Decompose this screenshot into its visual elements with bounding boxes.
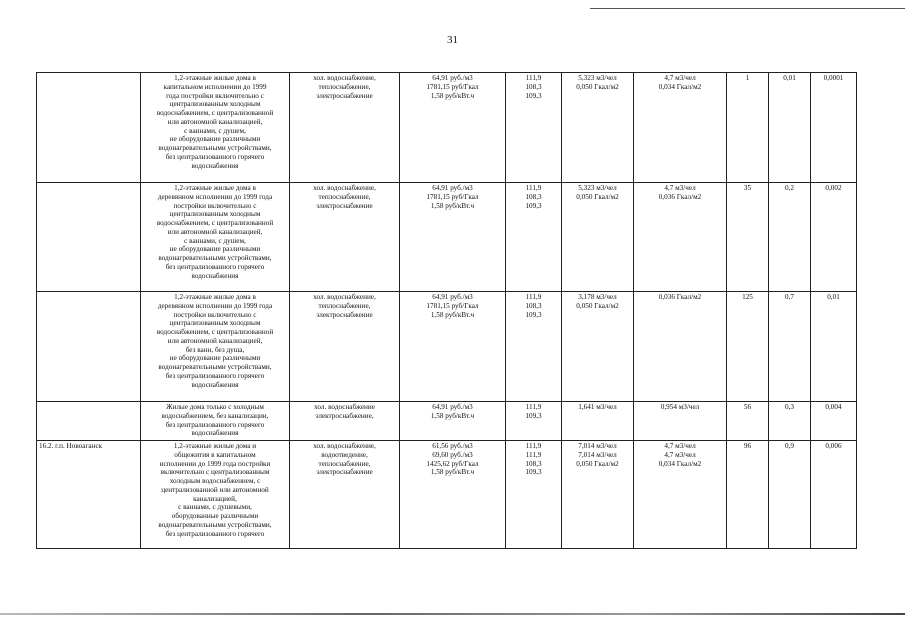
housing-type-cell-line: централизованной или автономной bbox=[161, 485, 269, 494]
utility-services-cell-line: хол. водоснабжение, bbox=[313, 293, 376, 301]
housing-type-cell-line: исполнении до 1999 года постройки bbox=[159, 459, 271, 468]
housing-type-cell-line: водоснабжением, с централизованной bbox=[156, 219, 274, 228]
tariff-cell-line: 1781,15 руб/Гкал bbox=[426, 192, 479, 201]
housing-type-cell-line: деревянном исполнении до 1999 года bbox=[157, 192, 273, 201]
index-cell bbox=[506, 183, 562, 292]
housing-type-cell-line: без централизованного горячего bbox=[165, 263, 265, 272]
consumption-norm-alt-cell-line: 0,036 Гкал/м2 bbox=[658, 192, 702, 201]
table-row bbox=[37, 441, 857, 549]
housing-type-cell bbox=[141, 402, 290, 441]
housing-type-cell-line: оборудованные различными bbox=[171, 512, 259, 521]
tariff-cell-line: 64,91 руб./м3 bbox=[432, 403, 473, 411]
housing-type-cell-line: централизованным холодным bbox=[169, 319, 261, 328]
table-row bbox=[37, 183, 857, 292]
value-cell: 0,9 bbox=[769, 441, 811, 549]
housing-type-cell-line: водоснабжением, без канализации, bbox=[161, 411, 269, 420]
index-cell-line: 108,3 bbox=[525, 192, 542, 201]
scan-edge-top bbox=[590, 8, 905, 9]
index-cell bbox=[506, 402, 562, 441]
housing-type-cell bbox=[141, 73, 290, 183]
tariff-cell bbox=[400, 292, 506, 402]
tariff-cell bbox=[400, 73, 506, 183]
utility-services-cell-line: хол. водоснабжение, bbox=[313, 184, 376, 192]
housing-type-cell-line: или автономной канализацией, bbox=[167, 336, 263, 345]
tariff-table bbox=[36, 72, 857, 549]
housing-type-cell-line: водонагревательными устройствами, bbox=[158, 363, 272, 372]
housing-type-cell-line: без централизованного горячего bbox=[165, 529, 265, 538]
page-number: 31 bbox=[447, 34, 458, 46]
value-cell: 0,01 bbox=[811, 292, 857, 402]
housing-type-cell-line: водонагревательными устройствами, bbox=[158, 144, 272, 153]
housing-type-cell-line: включительно с централизованным bbox=[160, 468, 270, 477]
utility-services-cell bbox=[290, 73, 400, 183]
index-cell bbox=[506, 73, 562, 183]
settlement-cell bbox=[37, 292, 141, 402]
housing-type-cell-line: 1,2-этажные жилые дома в bbox=[174, 74, 256, 82]
utility-services-cell bbox=[290, 292, 400, 402]
housing-type-cell-line: без централизованного горячего bbox=[165, 153, 265, 162]
consumption-norm-alt-cell bbox=[634, 292, 727, 402]
value-cell: 1 bbox=[727, 73, 769, 183]
housing-type-cell-line: 1,2-этажные жилые дома в bbox=[174, 184, 256, 192]
value-cell: 125 bbox=[727, 292, 769, 402]
value-cell: 0,01 bbox=[769, 73, 811, 183]
housing-type-cell-line: общежития в капитальном bbox=[174, 450, 256, 459]
index-cell-line: 109,3 bbox=[525, 411, 542, 420]
housing-type-cell-line: водоснабжением, с централизованной bbox=[156, 109, 274, 118]
index-cell-line: 108,3 bbox=[525, 82, 542, 91]
housing-type-cell-line: года постройки включительно с bbox=[166, 91, 264, 100]
tariff-cell-line: 64,91 руб./м3 bbox=[432, 293, 473, 301]
housing-type-cell-line: без централизованного горячего bbox=[165, 420, 265, 429]
housing-type-cell-line: без ванн, без душа, bbox=[185, 345, 245, 354]
index-cell-line: 109,3 bbox=[525, 201, 542, 210]
utility-services-cell-line: теплоснабжение, bbox=[318, 82, 371, 91]
index-cell bbox=[506, 441, 562, 549]
consumption-norm-alt-cell-line: 0,034 Гкал/м2 bbox=[658, 459, 702, 468]
housing-type-cell-line: Жилые дома только с холодным bbox=[166, 403, 264, 411]
housing-type-cell-line: водоснабжением, с централизованной bbox=[156, 328, 274, 337]
housing-type-cell-line: централизованным холодным bbox=[169, 100, 261, 109]
settlement-cell bbox=[37, 183, 141, 292]
value-cell: 0,002 bbox=[811, 183, 857, 292]
utility-services-cell-line: хол. водоснабжение, bbox=[313, 74, 376, 82]
utility-services-cell-line: электроснабжение bbox=[316, 91, 373, 100]
consumption-norm-cell bbox=[562, 402, 634, 441]
value-cell: 0,2 bbox=[769, 183, 811, 292]
value-cell: 35 bbox=[727, 183, 769, 292]
housing-type-cell-line: постройки включительно с bbox=[173, 201, 257, 210]
index-cell-line: 108,3 bbox=[525, 301, 542, 310]
consumption-norm-alt-cell-line: 4,7 м3/чел bbox=[664, 450, 696, 459]
index-cell-line: 111,9 bbox=[525, 293, 542, 301]
settlement-cell: 16.2. г.п. Новоаганск bbox=[37, 441, 141, 549]
consumption-norm-alt-cell bbox=[634, 402, 727, 441]
index-cell-line: 108,3 bbox=[525, 459, 542, 468]
tariff-cell-line: 1425,62 руб/Гкал bbox=[426, 459, 479, 468]
consumption-norm-alt-cell-line: 0,954 м3/чел bbox=[660, 403, 700, 411]
housing-type-cell-line: без централизованного горячего bbox=[165, 372, 265, 381]
index-cell-line: 109,3 bbox=[525, 91, 542, 100]
housing-type-cell bbox=[141, 292, 290, 402]
housing-type-cell-line: водонагревательными устройствами, bbox=[158, 521, 272, 530]
tariff-cell-line: 64,91 руб./м3 bbox=[432, 184, 473, 192]
index-cell-line: 109,3 bbox=[525, 310, 542, 319]
consumption-norm-alt-cell-line: 4,7 м3/чел bbox=[664, 184, 696, 192]
housing-type-cell-line: деревянном исполнении до 1999 года bbox=[157, 301, 273, 310]
tariff-cell-line: 64,91 руб./м3 bbox=[432, 74, 473, 82]
consumption-norm-cell-line: 1,641 м3/чел bbox=[578, 403, 617, 411]
consumption-norm-alt-cell bbox=[634, 441, 727, 549]
tariff-cell-line: 1,58 руб/кВт.ч bbox=[430, 310, 475, 319]
tariff-cell-line: 1,58 руб/кВт.ч bbox=[430, 201, 475, 210]
settlement-cell bbox=[37, 402, 141, 441]
housing-type-cell-line: или автономной канализацией, bbox=[167, 227, 263, 236]
housing-type-cell-line: или автономной канализацией, bbox=[167, 117, 263, 126]
housing-type-cell-line: не оборудование различными bbox=[169, 354, 261, 363]
utility-services-cell-line: теплоснабжение, bbox=[318, 192, 371, 201]
tariff-cell-line: 61,56 руб./м3 bbox=[432, 442, 473, 450]
utility-services-cell bbox=[290, 402, 400, 441]
tariff-cell-line: 1781,15 руб/Гкал bbox=[426, 301, 479, 310]
consumption-norm-cell-line: 7,014 м3/чел bbox=[578, 442, 617, 450]
tariff-cell bbox=[400, 402, 506, 441]
index-cell-line: 109,3 bbox=[525, 468, 542, 477]
utility-services-cell-line: теплоснабжение, bbox=[318, 459, 371, 468]
index-cell-line: 111,9 bbox=[525, 442, 542, 450]
value-cell: 0,3 bbox=[769, 402, 811, 441]
consumption-norm-cell-line: 3,178 м3/чел bbox=[578, 293, 617, 301]
value-cell: 0,006 bbox=[811, 441, 857, 549]
housing-type-cell-line: водонагревательными устройствами, bbox=[158, 254, 272, 263]
consumption-norm-cell-line: 0,050 Гкал/м2 bbox=[576, 459, 619, 468]
consumption-norm-cell-line: 0,050 Гкал/м2 bbox=[576, 192, 619, 201]
housing-type-cell-line: водоснабжения bbox=[191, 161, 239, 170]
tariff-cell-line: 1,58 руб/кВт.ч bbox=[430, 411, 475, 420]
scan-edge-bottom bbox=[0, 613, 905, 615]
tariff-cell-line: 1781,15 руб/Гкал bbox=[426, 82, 479, 91]
index-cell bbox=[506, 292, 562, 402]
value-cell: 96 bbox=[727, 441, 769, 549]
consumption-norm-cell bbox=[562, 73, 634, 183]
housing-type-cell bbox=[141, 183, 290, 292]
housing-type-cell-line: постройки включительно с bbox=[173, 310, 257, 319]
utility-services-cell-line: хол. водоснабжение bbox=[314, 403, 375, 411]
value-cell: 0,004 bbox=[811, 402, 857, 441]
housing-type-cell-line: 1,2-этажные жилые дома в bbox=[174, 293, 256, 301]
consumption-norm-cell-line: 0,050 Гкал/м2 bbox=[576, 301, 619, 310]
housing-type-cell-line: водоснабжения bbox=[191, 429, 239, 438]
housing-type-cell-line: не оборудование различными bbox=[169, 245, 261, 254]
tariff-cell bbox=[400, 183, 506, 292]
value-cell: 0,0001 bbox=[811, 73, 857, 183]
table-row bbox=[37, 292, 857, 402]
value-cell: 0,7 bbox=[769, 292, 811, 402]
housing-type-cell-line: не оборудование различными bbox=[169, 135, 261, 144]
utility-services-cell bbox=[290, 183, 400, 292]
housing-type-cell-line: холодным водоснабжением, с bbox=[169, 477, 261, 486]
consumption-norm-alt-cell-line: 0,034 Гкал/м2 bbox=[658, 82, 702, 91]
utility-services-cell-line: водоотведение, bbox=[321, 450, 368, 459]
consumption-norm-alt-cell bbox=[634, 183, 727, 292]
index-cell-line: 111,9 bbox=[525, 184, 542, 192]
utility-services-cell-line: электроснабжение, bbox=[315, 411, 374, 420]
utility-services-cell-line: теплоснабжение, bbox=[318, 301, 371, 310]
table-row bbox=[37, 73, 857, 183]
housing-type-cell-line: с ваннами, с душевыми, bbox=[178, 503, 252, 512]
housing-type-cell-line: 1,2-этажные жилые дома и bbox=[173, 442, 257, 450]
utility-services-cell-line: электроснабжение bbox=[316, 468, 373, 477]
housing-type-cell-line: канализацией, bbox=[193, 494, 237, 503]
utility-services-cell bbox=[290, 441, 400, 549]
housing-type-cell-line: капитальном исполнении до 1999 bbox=[163, 82, 267, 91]
utility-services-cell-line: электроснабжение bbox=[316, 310, 373, 319]
consumption-norm-alt-cell-line: 4,7 м3/чел bbox=[664, 442, 696, 450]
tariff-cell bbox=[400, 441, 506, 549]
housing-type-cell-line: централизованным холодным bbox=[169, 210, 261, 219]
consumption-norm-cell-line: 5,323 м3/чел bbox=[578, 74, 617, 82]
consumption-norm-cell bbox=[562, 292, 634, 402]
housing-type-cell bbox=[141, 441, 290, 549]
tariff-cell-line: 1,58 руб/кВт.ч bbox=[430, 468, 475, 477]
index-cell-line: 111,9 bbox=[525, 450, 542, 459]
consumption-norm-cell-line: 7,014 м3/чел bbox=[578, 450, 617, 459]
table-row bbox=[37, 402, 857, 441]
housing-type-cell-line: водоснабжения bbox=[191, 271, 239, 280]
housing-type-cell-line: водоснабжения bbox=[191, 380, 239, 389]
housing-type-cell-line: с ваннами, с душем, bbox=[184, 126, 246, 135]
utility-services-cell-line: электроснабжение bbox=[316, 201, 373, 210]
consumption-norm-alt-cell-line: 0,036 Гкал/м2 bbox=[658, 293, 702, 301]
tariff-cell-line: 1,58 руб/кВт.ч bbox=[430, 91, 475, 100]
consumption-norm-alt-cell bbox=[634, 73, 727, 183]
consumption-norm-cell bbox=[562, 183, 634, 292]
housing-type-cell-line: с ваннами, с душем, bbox=[184, 236, 246, 245]
index-cell-line: 111,9 bbox=[525, 74, 542, 82]
tariff-cell-line: 69,60 руб./м3 bbox=[432, 450, 473, 459]
index-cell-line: 111,9 bbox=[525, 403, 542, 411]
consumption-norm-cell-line: 0,050 Гкал/м2 bbox=[576, 82, 619, 91]
consumption-norm-cell bbox=[562, 441, 634, 549]
value-cell: 56 bbox=[727, 402, 769, 441]
settlement-cell bbox=[37, 73, 141, 183]
consumption-norm-alt-cell-line: 4,7 м3/чел bbox=[664, 74, 696, 82]
utility-services-cell-line: хол. водоснабжение, bbox=[313, 442, 376, 450]
consumption-norm-cell-line: 5,323 м3/чел bbox=[578, 184, 617, 192]
